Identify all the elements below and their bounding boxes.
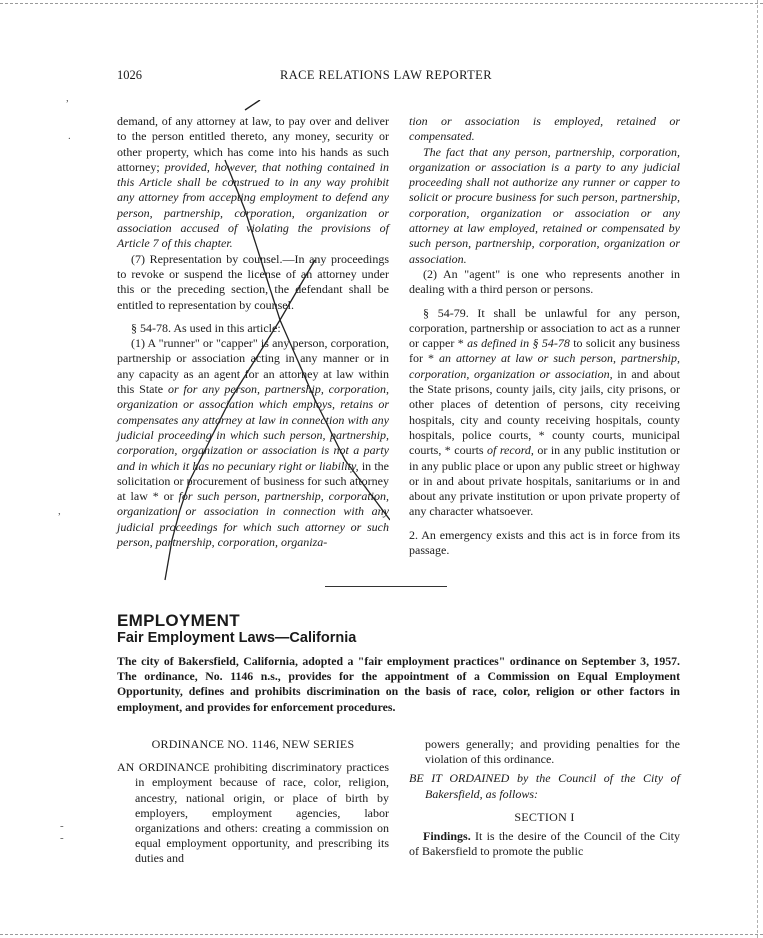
paragraph-representation: (7) Representation by counsel.—In any proceedings to revoke or suspend the license of an attorney under this or the preceding section, the defendant shall be entitled to representation by counsel. xyxy=(117,251,389,312)
ordinance-preamble-continuation: powers generally; and providing penalties for the violation of this ordinance. xyxy=(425,737,680,767)
margin-speck: - xyxy=(60,820,64,832)
ordinance-left-column xyxy=(117,737,389,867)
section-divider xyxy=(325,586,447,587)
paragraph: tion or association is employed, retained or compensated. xyxy=(409,114,680,144)
section-heading: SECTION I xyxy=(514,809,575,824)
subsection-title: Fair Employment Laws—California xyxy=(117,630,357,646)
ordinance-preamble: AN ORDINANCE prohibiting discriminatory practices in employment because of race, color, religion, ancestry, national origin, or place of birth by employers, employment agencies, labor organizations and others: creating a commission on equal employment opportunity, and prescribing its duties and xyxy=(117,760,389,866)
section-54-78-heading: § 54-78. As used in this article: xyxy=(131,320,281,335)
paragraph-agent-definition: (2) An "agent" is one who represents another in dealing with a third person or persons. xyxy=(409,266,680,297)
scan-border-top xyxy=(0,3,763,4)
section-title: EMPLOYMENT xyxy=(117,611,240,630)
upper-right-column xyxy=(409,114,680,558)
margin-speck: . xyxy=(68,130,71,142)
scan-border-right xyxy=(757,0,758,938)
headnote: The city of Bakersfield, California, adopted a "fair employment practices" ordinance on September 3, 1957. The ordinance, No. 1146 n.s., provides for the appointment of a Commission on Equal Employment Opportunity, defines and prohibits discrimination on the basis of race, color, religion or other factors in employment, and provides for enforcement procedures. xyxy=(117,654,680,714)
paragraph-emergency: 2. An emergency exists and this act is in force from its passage. xyxy=(409,527,680,558)
margin-speck: , xyxy=(58,505,61,517)
ordinance-title: ORDINANCE NO. 1146, NEW SERIES xyxy=(151,737,355,751)
section-54-79-paragraph: § 54-79. It shall be unlawful for any person, corporation, partnership or association to act as a runner or capper * as defined in § 54-78 to solicit any business for * an attorney at law or such person, partnership, corporation, organization or association, in and about the State prisons, county jails, city jails, city prisons, or other places of detention of persons, city receiving hospitals, city and county receiving hospitals, county hospitals, police courts, * county courts, municipal courts, * courts of record, or in any public institution or in any public place or upon any public street or highway or in and about private hospitals, sanitariums or in and about any private institution or upon private property of any character whatsoever. xyxy=(409,305,681,519)
paragraph-party-clause: The fact that any person, partnership, corporation, organization or association is a party to any judicial proceeding shall not authorize any runner or capper to solicit or procure business for such person, partnership, corporation, organization or association or any attorney at law employed, retained or compensated by such person, partnership, corporation, organization or association. xyxy=(409,144,680,266)
ordinance-right-column xyxy=(409,737,680,859)
margin-speck: , xyxy=(66,92,69,104)
enacting-clause: BE IT ORDAINED by the Council of the City of Bakersfield, as follows: xyxy=(409,771,680,801)
findings-paragraph: Findings. It is the desire of the Council of the City of Bakersfield to promote the public xyxy=(409,829,680,859)
scan-border-bottom xyxy=(0,934,763,935)
upper-left-column xyxy=(117,114,389,550)
paragraph: demand, of any attorney at law, to pay over and deliver to the person entitled thereto, any money, security or other property, which has come into his hands as such attorney; provided, however, that nothing contained in this Article shall be construed to in any way prohibit any attorney from accepting employment to defend any person, partnership, corporation, organization or association accused of violating the provisions of Article 7 of this chapter. xyxy=(117,114,389,251)
page-number: 1026 xyxy=(117,68,142,82)
running-head: RACE RELATIONS LAW REPORTER xyxy=(280,68,492,82)
paragraph-runner-definition: (1) A "runner" or "capper" is any person, corporation, partnership or association acting in any manner or in any capacity as an agent for an attorney at law within this State or for any person, partnership, corporation, organization or association which employs, retains or compensates any attorney at law in connection with any judicial proceeding in which such person, partnership, corporation, organization or association is not a party and in which it has no pecuniary right or liability, in the solicitation or procurement of business for such attorney at law * or for such person, partnership, corporation, organization or association in connection with any judicial proceedings for which such attorney or such person, partnership, corporation, organiza- xyxy=(117,336,389,550)
margin-speck: - xyxy=(60,832,64,844)
